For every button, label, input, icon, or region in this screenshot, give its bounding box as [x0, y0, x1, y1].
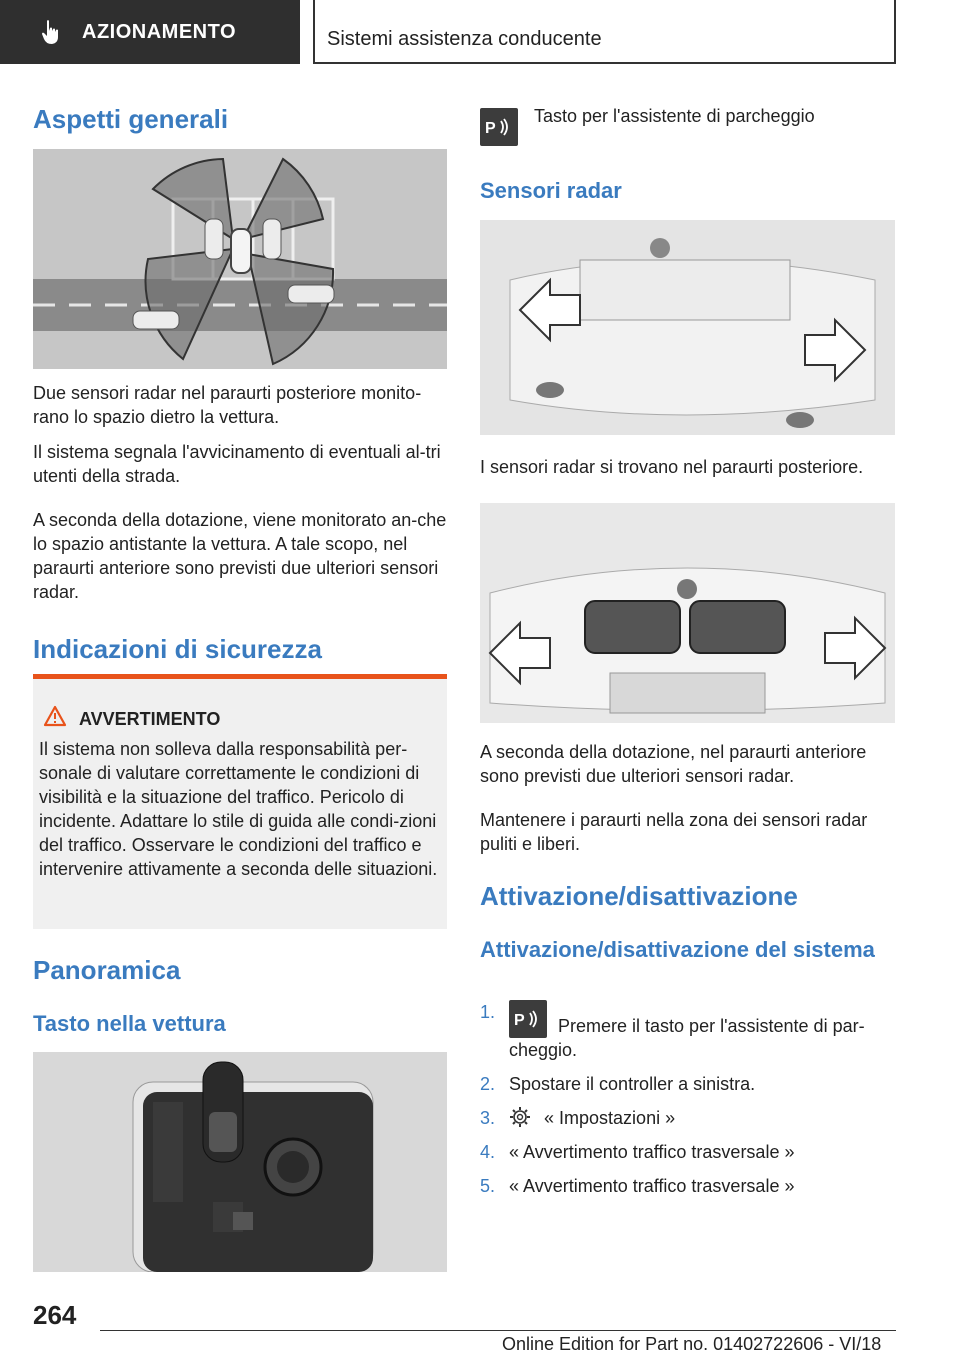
button-caption: Tasto per l'assistente di parcheggio [534, 106, 815, 126]
step-number: 1. [480, 1002, 496, 1022]
heading-activation-system: Attivazione/disattivazione del sistema [480, 937, 875, 962]
step-3 [480, 1106, 900, 1130]
paragraph-warning-users: Il sistema segnala l'avvicinamento di eventuali al-tri utenti della strada. [33, 442, 441, 486]
step-text: Premere il tasto per l'assistente di par-cheggio. [509, 1016, 865, 1060]
step-number: 2. [480, 1074, 496, 1094]
heading-radar: Sensori radar [480, 178, 622, 203]
edition-text: Online Edition for Part no. 01402722606 - VI/18 [502, 1334, 882, 1354]
heading-activation: Attivazione/disattivazione [480, 881, 798, 911]
warning-triangle-icon [43, 705, 67, 727]
paragraph-rear-location: I sensori radar si trovano nel paraurti posteriore. [480, 457, 864, 477]
paragraph-front-location: A seconda della dotazione, nel paraurti anteriore sono previsti due ulteriori sensori radar. [480, 742, 867, 786]
section-tab [0, 0, 300, 64]
hand-icon [40, 19, 62, 45]
step-4 [480, 1140, 900, 1164]
chapter-tab [313, 0, 896, 64]
svg-text:P: P [514, 1012, 525, 1029]
step-number: 4. [480, 1142, 496, 1162]
chapter-title: Sistemi assistenza conducente [327, 28, 602, 50]
footer-divider [100, 1330, 896, 1331]
heading-safety: Indicazioni di sicurezza [33, 634, 322, 664]
warning-text: Il sistema non solleva dalla responsabilità per-sonale di valutare correttamente le condizioni di visibilità e la situazione del traffico. Pericolo di incidente. Adattare lo stile di guida alle condi-zioni del traffico. Osservare le condizioni del traffico e intervenire attivamente a seconda delle situazioni. [39, 739, 438, 879]
page-number: 264 [33, 1300, 77, 1330]
step-text: « Avvertimento traffico trasversale » [509, 1142, 795, 1162]
warning-title: AVVERTIMENTO [79, 709, 221, 729]
step-text: « Avvertimento traffico trasversale » [509, 1176, 795, 1196]
step-number: 5. [480, 1176, 496, 1196]
park-assist-icon [480, 108, 518, 146]
heading-button-in-car: Tasto nella vettura [33, 1011, 226, 1036]
heading-overview: Panoramica [33, 955, 181, 985]
step-number: 3. [480, 1108, 496, 1128]
warning-box [33, 674, 447, 929]
heading-general: Aspetti generali [33, 104, 229, 134]
gear-icon [509, 1106, 531, 1128]
svg-text:P: P [485, 120, 496, 137]
center-console-illustration [33, 1052, 447, 1272]
paragraph-rear-sensors: Due sensori radar nel paraurti posteriore monito-rano lo spazio dietro la vettura. [33, 383, 422, 427]
rear-bumper-illustration [480, 220, 895, 435]
paragraph-keep-clean: Mantenere i paraurti nella zona dei sensori radar puliti e liberi. [480, 810, 868, 854]
front-bumper-illustration [480, 503, 895, 723]
activation-steps [480, 1000, 900, 1208]
section-title: AZIONAMENTO [82, 20, 237, 43]
step-text: Spostare il controller a sinistra. [509, 1074, 756, 1094]
step-2 [480, 1072, 900, 1096]
step-1 [480, 1000, 900, 1062]
step-text: « Impostazioni » [544, 1108, 676, 1128]
park-assist-icon [509, 1000, 547, 1038]
step-5 [480, 1174, 900, 1198]
radar-coverage-illustration [33, 149, 447, 369]
paragraph-front-sensors: A seconda della dotazione, viene monitorato an-che lo spazio antistante la vettura. A tale scopo, nel paraurti anteriore sono previsti due ulteriori sensori radar. [33, 510, 447, 602]
page-header [0, 0, 960, 66]
